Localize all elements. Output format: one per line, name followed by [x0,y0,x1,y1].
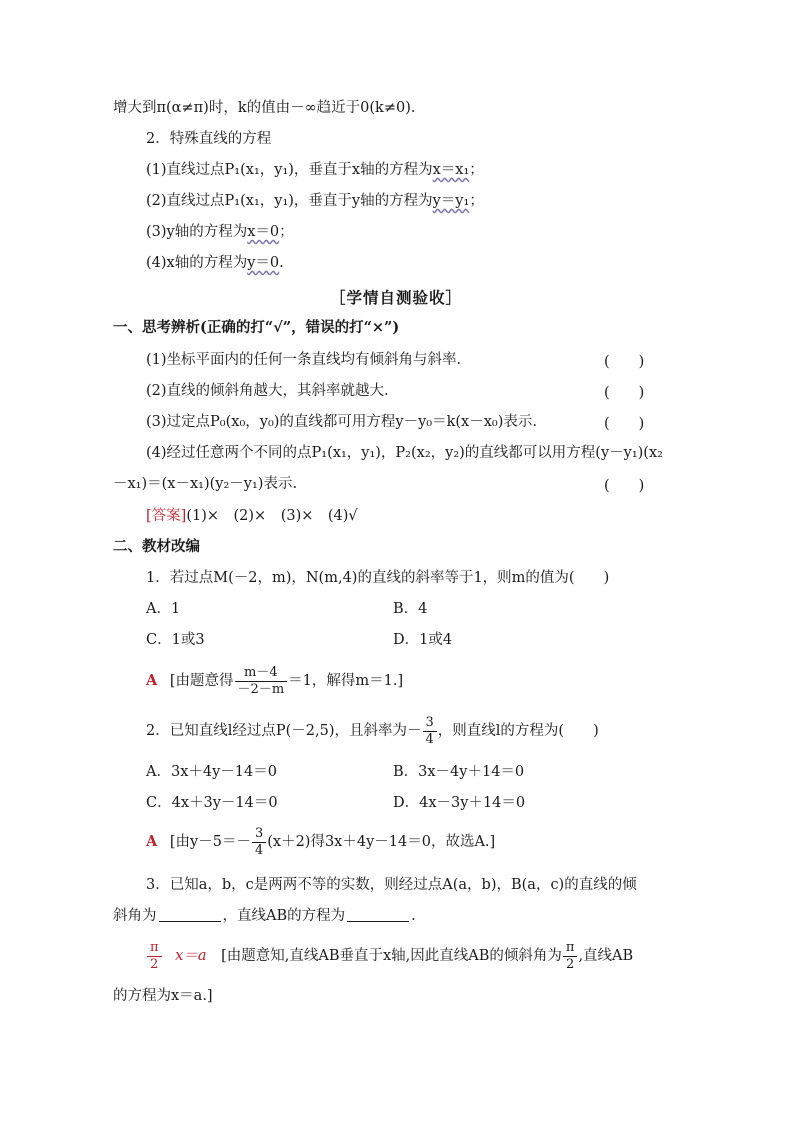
intro-item3: (3)y轴的方程为x＝0； [146,224,294,240]
part2-heading: 二、教材改编 [113,538,200,555]
intro-heading-special-lines: 2．特殊直线的方程 [146,131,272,147]
q1-stem: 1．若过点M(－2，m)，N(m,4)的直线的斜率等于1，则m的值为( ) [146,570,610,586]
answer-label: [答案] [146,508,187,524]
q2-stem: 2．已知直线l经过点P(－2,5)，且斜率为－ $\frac{3}{4}$ ，则直线l的方程为( ) [146,714,599,747]
q3-stem-line2: 斜角为 ，直线AB的方程为 . [113,908,416,924]
q2-slope-fraction: $\frac{3}{4}$ [423,715,437,748]
q1-solution-fraction: $\frac{m-4}{-2-m}$ [235,665,288,698]
q3-solution: $\frac{\pi}{2}$ x＝a [由题意知,直线AB垂直于x轴,因此直线AB的倾斜角为 $\frac{\pi}{2}$ ,直线AB [146,936,633,976]
section-title: ［学情自测验收］ [330,288,463,307]
q1-solution: A [由题意得 $\frac{m-4}{-2-m}$ ＝1，解得m＝1.] [146,664,404,697]
judge-q2: (2)直线的倾斜角越大，其斜率就越大. [146,383,389,399]
intro-item1: (1)直线过点P₁(x₁，y₁)，垂直于x轴的方程为x＝x₁； [146,162,484,178]
intro-item2: (2)直线过点P₁(x₁，y₁)，垂直于y轴的方程为y＝y₁； [146,193,484,209]
intro-line1: 增大到π(α≠π)时，k的值由－∞趋近于0(k≠0). [113,100,416,116]
judge-q4-paren: ( ) [604,478,645,494]
q3-blank-2 [347,907,409,922]
q3-solution-line2: 的方程为x＝a.] [113,988,213,1004]
judge-answer: [答案](1)× (2)× (3)× (4)√ [146,508,358,524]
q3-solution-fraction: $\frac{\pi}{2}$ [563,940,578,973]
intro-item4: (4)x轴的方程为y＝0. [146,255,284,271]
q1-option-a: A．1 [146,601,181,617]
judge-q1: (1)坐标平面内的任何一条直线均有倾斜角与斜率. [146,352,462,368]
q1-option-d: D．1或4 [393,632,453,648]
q3-stem-line1: 3．已知a，b，c是两两不等的实数，则经过点A(a，b)，B(a，c)的直线的倾 [146,877,637,893]
part1-heading: 一、思考辨析(正确的打“√”，错误的打“×”) [113,319,400,336]
q3-answer-equation: x＝a [175,948,207,964]
q2-solution: A [由y－5＝－ $\frac{3}{4}$ (x＋2)得3x＋4y－14＝0，故选A.] [146,825,496,858]
q1-option-c: C．1或3 [146,632,205,648]
q2-solution-fraction: $\frac{3}{4}$ [252,826,266,859]
judge-q4-line2: －x₁)＝(x－x₁)(y₂－y₁)表示. [113,476,298,492]
q2-option-d: D．4x－3y＋14＝0 [393,795,526,811]
q2-answer-letter: A [146,833,158,850]
q1-answer-letter: A [146,672,158,689]
judge-q3: (3)过定点P₀(x₀，y₀)的直线都可用方程y－y₀＝k(x－x₀)表示. [146,414,537,430]
q3-answer-fraction: $\frac{\pi}{2}$ [147,940,162,973]
q3-blank-1 [159,907,221,922]
q2-option-b: B．3x－4y＋14＝0 [393,764,525,780]
q2-option-c: C．4x＋3y－14＝0 [146,795,278,811]
judge-q1-paren: ( ) [604,354,645,370]
q2-option-a: A．3x＋4y－14＝0 [146,764,277,780]
judge-q4-line1: (4)经过任意两个不同的点P₁(x₁，y₁)，P₂(x₂，y₂)的直线都可以用方程(y－y₁)(x₂ [146,445,663,461]
judge-q2-paren: ( ) [604,385,645,401]
judge-q3-paren: ( ) [604,416,645,432]
q1-option-b: B．4 [393,601,428,617]
